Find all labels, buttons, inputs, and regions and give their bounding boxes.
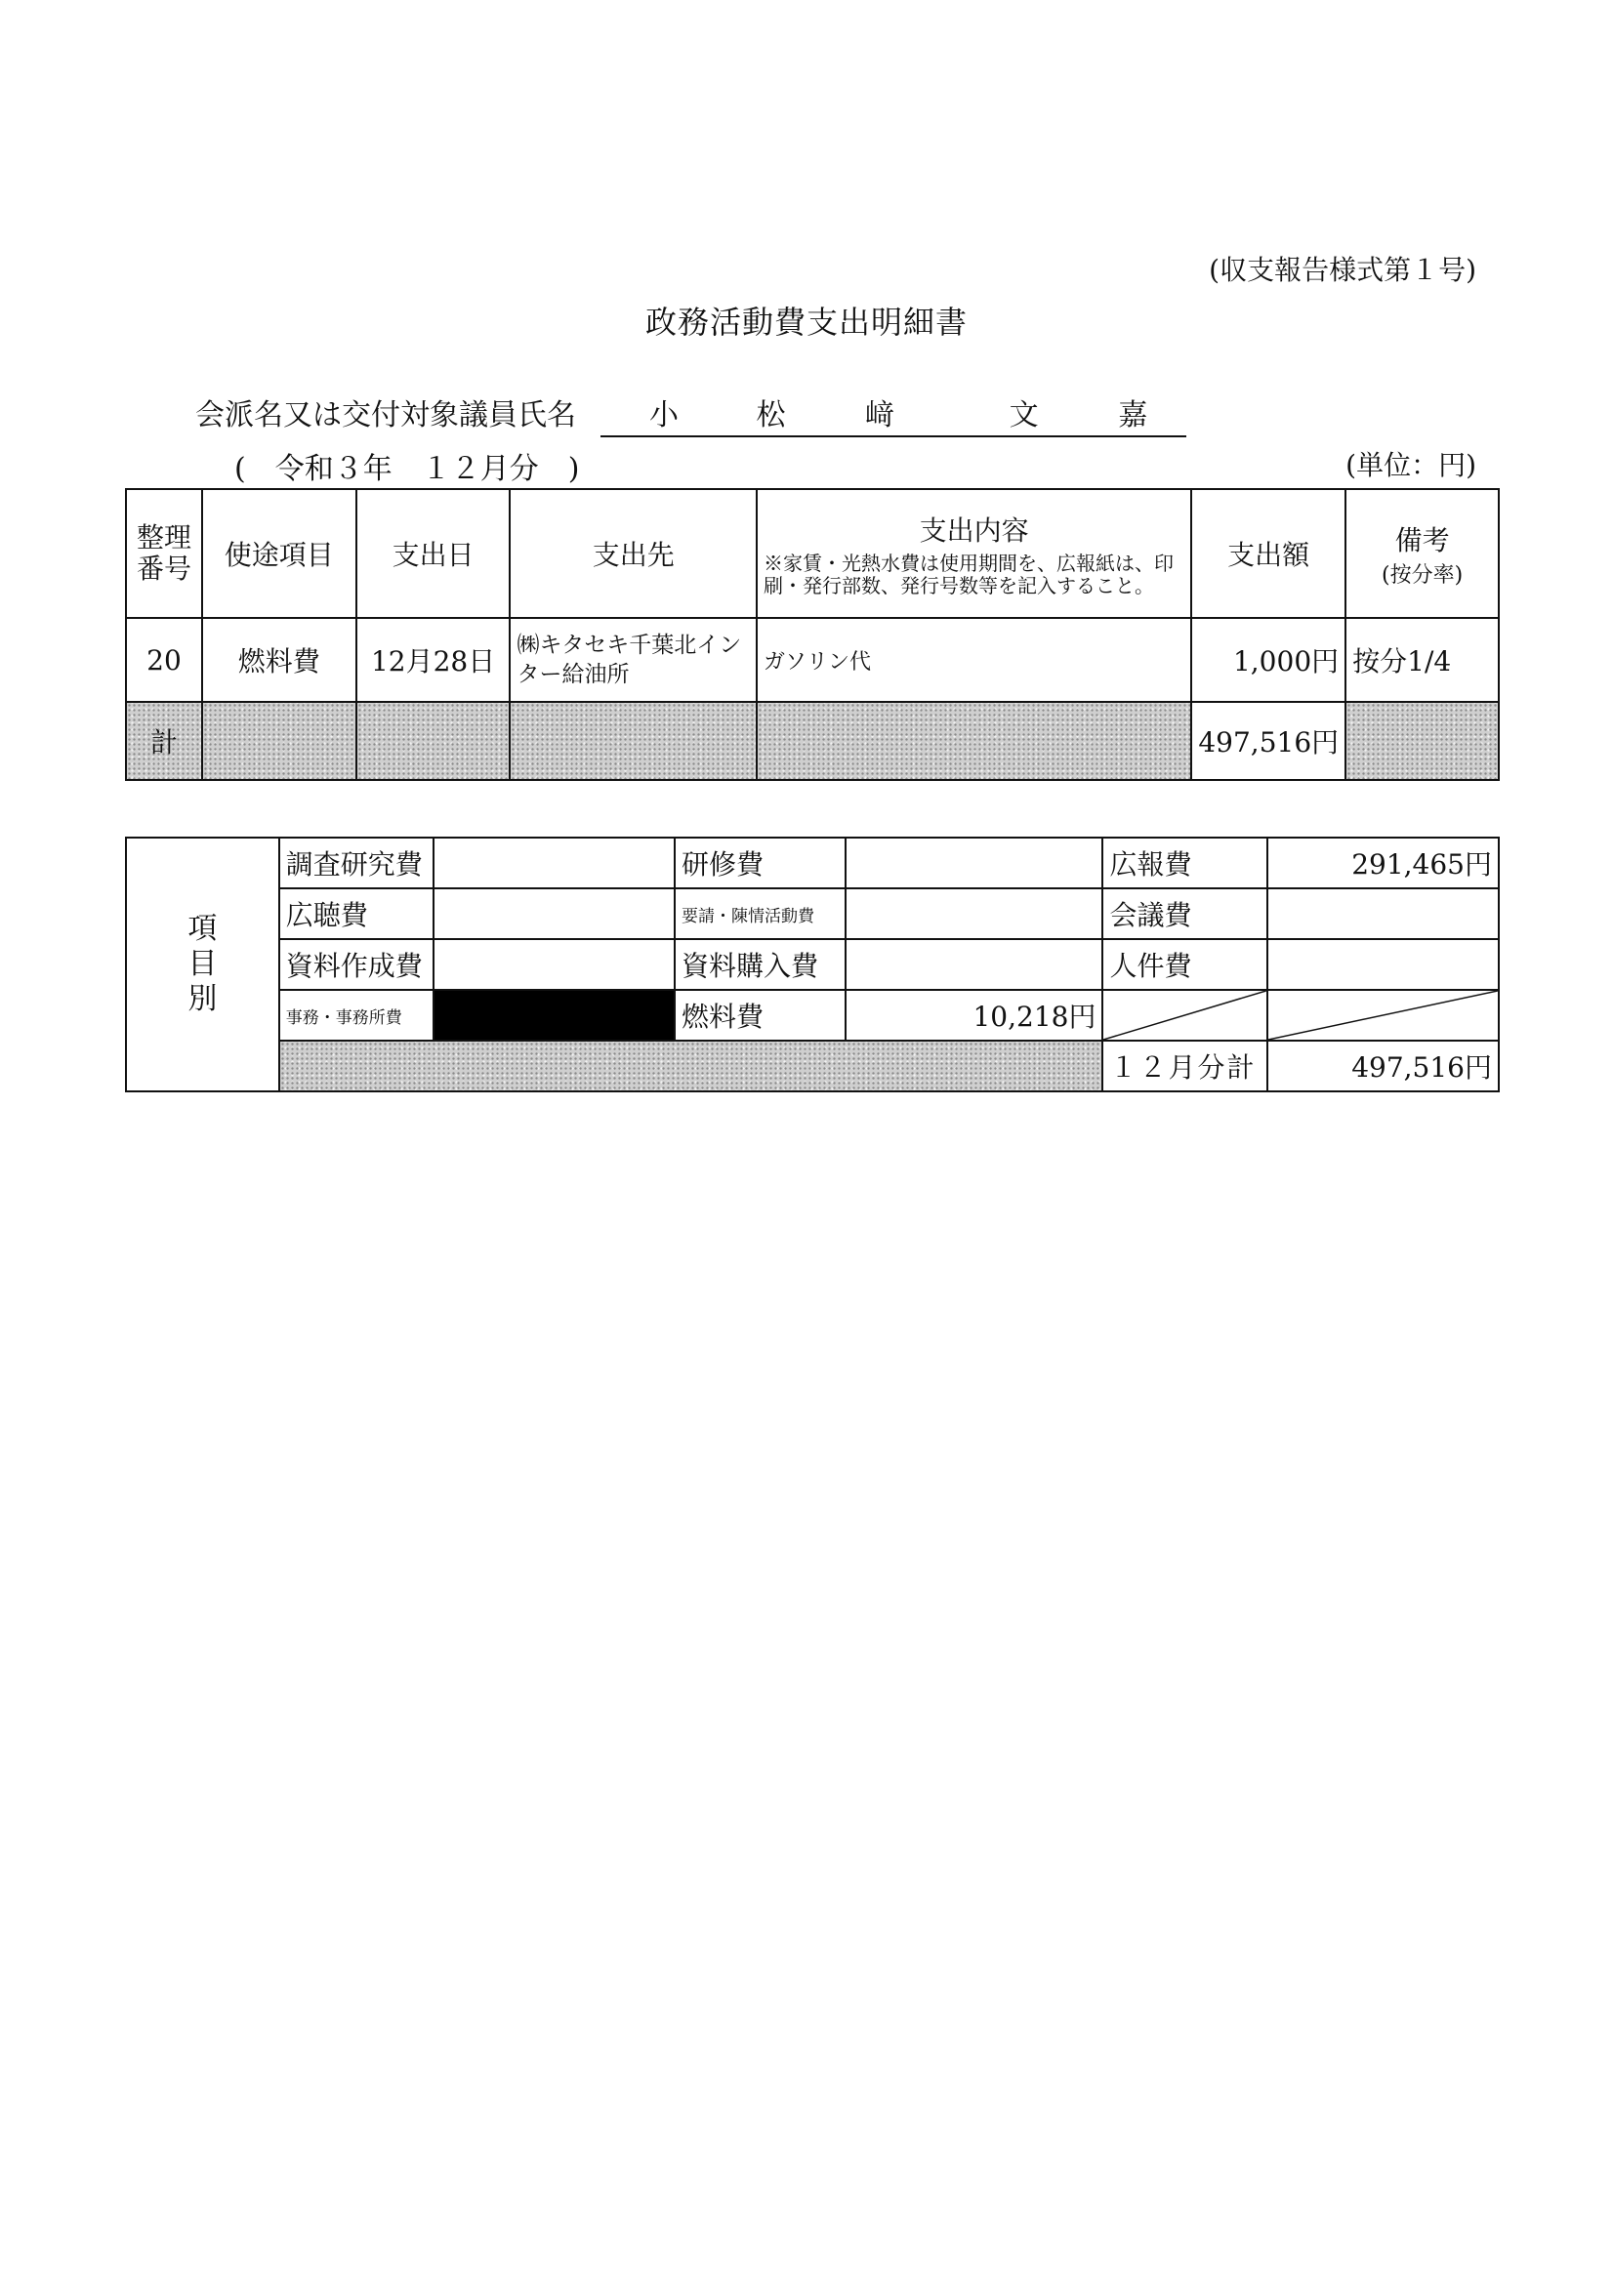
member-name-char: 松 bbox=[756, 398, 786, 432]
category-label: 資料購入費 bbox=[675, 939, 846, 990]
unit-label: (単位：円) bbox=[1345, 449, 1476, 481]
category-value bbox=[1267, 939, 1499, 990]
member-name-char: 文 bbox=[1009, 398, 1039, 432]
report-period: ( 令和３年 １２月分 ) bbox=[234, 452, 580, 486]
category-label: 広聴費 bbox=[279, 888, 434, 939]
total-amount: 497,516円 bbox=[1191, 702, 1345, 780]
category-value bbox=[434, 888, 676, 939]
category-label: 会議費 bbox=[1102, 888, 1267, 939]
header-remarks-title: 備考 bbox=[1394, 523, 1450, 556]
category-value: 10,218円 bbox=[846, 990, 1103, 1041]
row-purpose: 燃料費 bbox=[202, 618, 356, 702]
shaded-cell bbox=[202, 702, 356, 780]
detail-total-row bbox=[126, 702, 1499, 780]
category-value: 291,465円 bbox=[1267, 838, 1499, 888]
header-remarks-sub: (按分率) bbox=[1381, 562, 1464, 588]
monthly-total-value: 497,516円 bbox=[1267, 1041, 1499, 1091]
member-name-char: 嘉 bbox=[1118, 398, 1148, 432]
form-number: (収支報告様式第１号) bbox=[1209, 254, 1476, 286]
category-label: 事務・事務所費 bbox=[279, 990, 434, 1041]
shaded-cell bbox=[510, 702, 757, 780]
category-label: 研修費 bbox=[675, 838, 846, 888]
category-value bbox=[846, 939, 1103, 990]
row-date: 12月28日 bbox=[356, 618, 511, 702]
category-row bbox=[126, 939, 1499, 990]
diagonal-cell bbox=[1267, 990, 1499, 1041]
category-value bbox=[1267, 888, 1499, 939]
header-purpose: 使途項目 bbox=[202, 489, 356, 618]
member-label: 会派名又は交付対象議員氏名 bbox=[195, 398, 576, 432]
detail-header-row bbox=[126, 489, 1499, 618]
shaded-cell bbox=[1345, 702, 1499, 780]
member-name-char: 﨑 bbox=[865, 398, 895, 432]
category-label: 調査研究費 bbox=[279, 838, 434, 888]
expense-detail-table bbox=[125, 488, 1500, 781]
shaded-cell bbox=[279, 1041, 1103, 1091]
diagonal-cell bbox=[1102, 990, 1267, 1041]
redacted-cell bbox=[434, 990, 676, 1041]
category-label: 燃料費 bbox=[675, 990, 846, 1041]
category-row bbox=[126, 1041, 1499, 1091]
shaded-cell bbox=[757, 702, 1191, 780]
category-label: 広報費 bbox=[1102, 838, 1267, 888]
header-date: 支出日 bbox=[356, 489, 511, 618]
category-row bbox=[126, 990, 1499, 1041]
total-label: 計 bbox=[126, 702, 202, 780]
category-label: 要請・陳情活動費 bbox=[675, 888, 846, 939]
category-value bbox=[846, 888, 1103, 939]
header-content bbox=[757, 489, 1191, 618]
category-side-label: 項 目 別 bbox=[126, 838, 279, 1091]
diagonal-line bbox=[1268, 991, 1498, 1040]
category-value bbox=[846, 838, 1103, 888]
category-row bbox=[126, 888, 1499, 939]
category-label: 資料作成費 bbox=[279, 939, 434, 990]
category-value bbox=[434, 939, 676, 990]
row-payee: ㈱キタセキ千葉北インター給油所 bbox=[510, 618, 757, 702]
header-remarks bbox=[1345, 489, 1499, 618]
category-label: 人件費 bbox=[1102, 939, 1267, 990]
row-content: ガソリン代 bbox=[757, 618, 1191, 702]
category-summary-table bbox=[125, 837, 1500, 1092]
row-no: 20 bbox=[126, 618, 202, 702]
member-name bbox=[600, 390, 1186, 437]
table-row bbox=[126, 618, 1499, 702]
category-row bbox=[126, 838, 1499, 888]
category-value bbox=[434, 838, 676, 888]
row-amount: 1,000円 bbox=[1191, 618, 1345, 702]
header-payee: 支出先 bbox=[510, 489, 757, 618]
row-remarks: 按分1/4 bbox=[1345, 618, 1499, 702]
diagonal-line bbox=[1103, 991, 1266, 1040]
header-no: 整理 番号 bbox=[126, 489, 202, 618]
header-content-note: ※家賃・光熱水費は使用期間を、広報紙は、印刷・発行部数、発行号数等を記入すること。 bbox=[764, 552, 1175, 597]
header-amount: 支出額 bbox=[1191, 489, 1345, 618]
document-title: 政務活動費支出明細書 bbox=[644, 304, 968, 341]
monthly-total-label: １２月分計 bbox=[1102, 1041, 1267, 1091]
header-content-title: 支出内容 bbox=[919, 514, 1029, 547]
shaded-cell bbox=[356, 702, 511, 780]
member-name-char: 小 bbox=[649, 398, 679, 432]
